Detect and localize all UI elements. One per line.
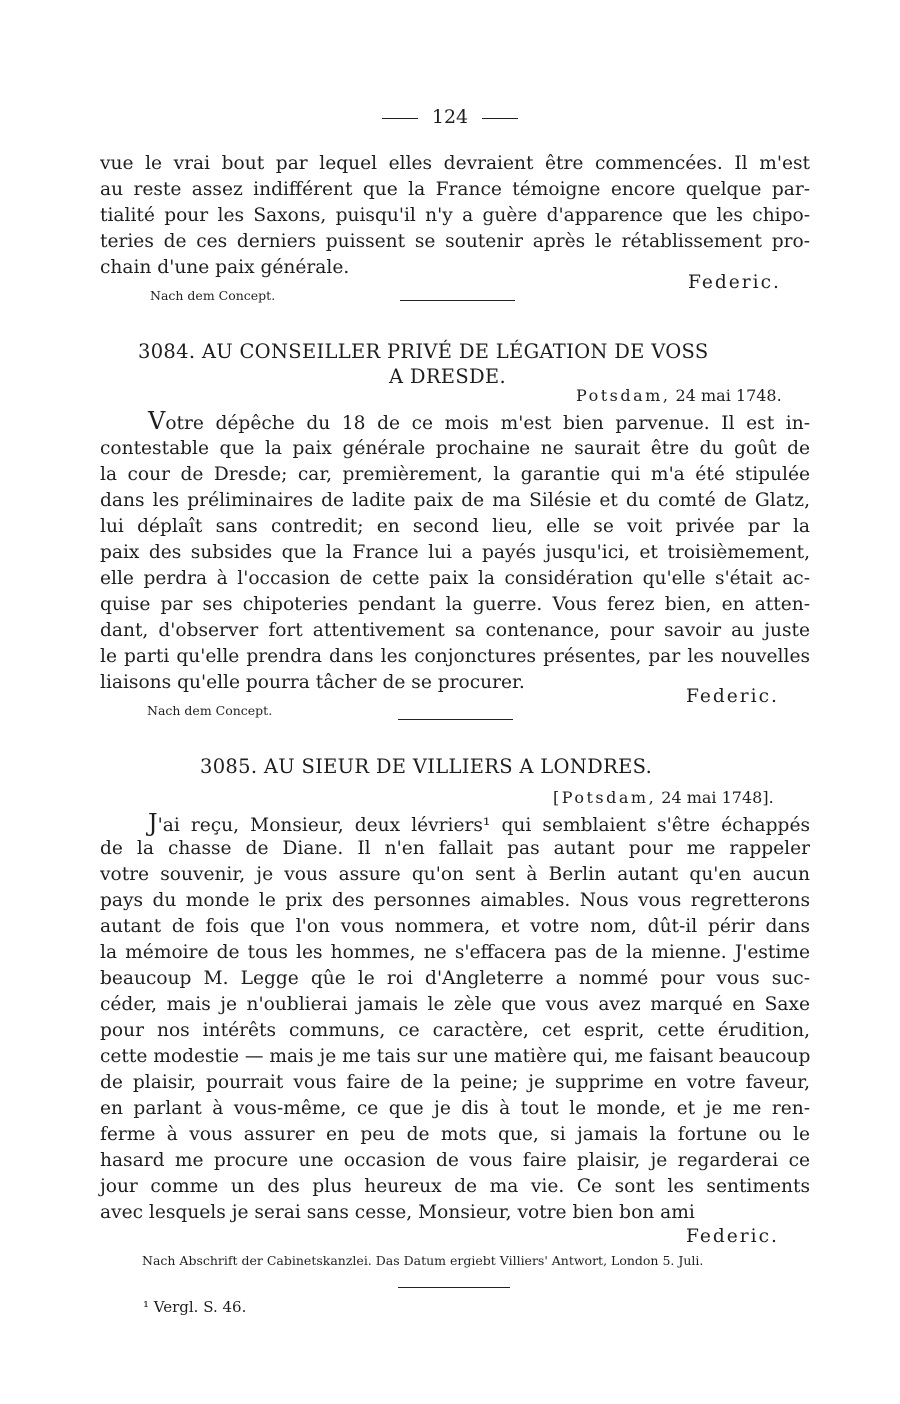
source-note: Nach dem Concept. [147, 703, 273, 718]
letter-heading-3084: 3084. AU CONSEILLER PRIVÉ DE LÉGATION DE VOSS [138, 340, 709, 363]
text-line: pays du monde le prix des personnes aimables. Nous vous regretterons [100, 890, 810, 911]
text-line: chain d'une paix générale. [100, 257, 350, 278]
text-line: liaisons qu'elle pourra tâcher de se procurer. [100, 672, 525, 693]
text-line: autant de fois que l'on vous nommera, et votre nom, dût-il périr dans [100, 916, 810, 937]
text-fragment: 'ai reçu, Monsieur, deux lévriers¹ qui semblaient s'être échappés [157, 815, 810, 836]
text-line: dant, d'observer fort attentivement sa contenance, pour savoir au juste [100, 620, 810, 641]
drop-cap: J [148, 809, 158, 837]
signature: Federic. [686, 1226, 779, 1247]
letter-heading-3085: 3085. AU SIEUR DE VILLIERS A LONDRES. [200, 755, 653, 778]
text-line-first [148, 810, 810, 836]
dateline-place: [Potsdam, [553, 788, 657, 807]
text-line: contestable que la paix générale prochaine ne saurait être du goût de [100, 438, 810, 459]
text-line: paix des subsides que la France lui a payés jusqu'ici, et troisièmement, [100, 542, 810, 563]
page-number-text: 124 [431, 106, 469, 128]
source-note: Nach dem Concept. [150, 288, 276, 303]
letter-heading-3084-line2: A DRESDE. [389, 365, 506, 388]
text-line: tialité pour les Saxons, puisqu'il n'y a guère d'apparence que les chipo- [100, 205, 810, 226]
text-line: en parlant à vous-même, ce que je dis à tout le monde, et je me ren- [100, 1098, 810, 1119]
text-line-first [148, 408, 810, 434]
dateline-date: 24 mai 1748. [675, 386, 782, 405]
text-line: de plaisir, pourrait vous faire de la peine; je supprime en votre faveur, [100, 1072, 810, 1093]
text-line: avec lesquels je serai sans cesse, Monsieur, votre bien bon ami [100, 1202, 695, 1223]
text-line: elle perdra à l'occasion de cette paix la considération qu'elle s'était ac- [100, 568, 810, 589]
text-line: dans les préliminaires de ladite paix de ma Silésie et du comté de Glatz, [100, 490, 810, 511]
text-line: la mémoire de tous les hommes, ne s'effacera pas de la mienne. J'estime [100, 942, 810, 963]
text-line: au reste assez indifférent que la France témoigne encore quelque par- [100, 179, 810, 200]
dateline-date: 24 mai 1748]. [661, 788, 774, 807]
page-number-right-dash [482, 118, 518, 119]
footnote-rule [398, 1287, 510, 1288]
footnote: ¹ Vergl. S. 46. [143, 1298, 247, 1316]
section-rule [400, 300, 515, 301]
letter-dateline-3084 [576, 386, 782, 405]
text-line: hasard me procure une occasion de vous faire plaisir, je regarderai ce [100, 1150, 810, 1171]
text-line: ferme à vous assurer en peu de mots que, si jamais la fortune ou le [100, 1124, 810, 1145]
text-line: lui déplaît sans contredit; en second lieu, elle se voit privée par la [100, 516, 810, 537]
text-line: vue le vrai bout par lequel elles devraient être commencées. Il m'est [100, 153, 810, 174]
section-rule [398, 719, 513, 720]
text-line: le parti qu'elle prendra dans les conjonctures présentes, par les nouvelles [100, 646, 810, 667]
text-line: quise par ses chipoteries pendant la guerre. Vous ferez bien, en atten- [100, 594, 810, 615]
text-line: jour comme un des plus heureux de ma vie. Ce sont les sentiments [100, 1176, 810, 1197]
text-line: la cour de Dresde; car, premièrement, la garantie qui m'a été stipulée [100, 464, 810, 485]
text-fragment: otre dépêche du 18 de ce mois m'est bien parvenue. Il est in- [165, 413, 810, 434]
text-line: cette modestie — mais je me tais sur une matière qui, me faisant beaucoup [100, 1046, 811, 1067]
signature: Federic. [686, 686, 779, 707]
text-line: beaucoup M. Legge qûe le roi d'Angleterre a nommé pour vous suc- [100, 968, 810, 989]
text-line: teries de ces derniers puissent se soutenir après le rétablissement pro- [100, 231, 810, 252]
text-line: pour nos intérêts communs, ce caractère, cet esprit, cette érudition, [100, 1020, 810, 1041]
text-line: de la chasse de Diane. Il n'en fallait pas autant pour me rappeler [100, 838, 810, 859]
text-line: votre souvenir, je vous assure qu'on sent à Berlin autant qu'en aucun [100, 864, 810, 885]
text-line: céder, mais je n'oublierai jamais le zèle que vous avez marqué en Saxe [100, 994, 810, 1015]
dateline-place: Potsdam, [576, 386, 671, 405]
signature: Federic. [688, 272, 781, 293]
page-number-left-dash [382, 118, 418, 119]
source-note: Nach Abschrift der Cabinetskanzlei. Das Datum ergiebt Villiers' Antwort, London 5. Juli. [142, 1253, 704, 1268]
drop-cap: V [148, 407, 166, 435]
page-number [0, 106, 900, 128]
letter-dateline-3085 [553, 788, 774, 807]
